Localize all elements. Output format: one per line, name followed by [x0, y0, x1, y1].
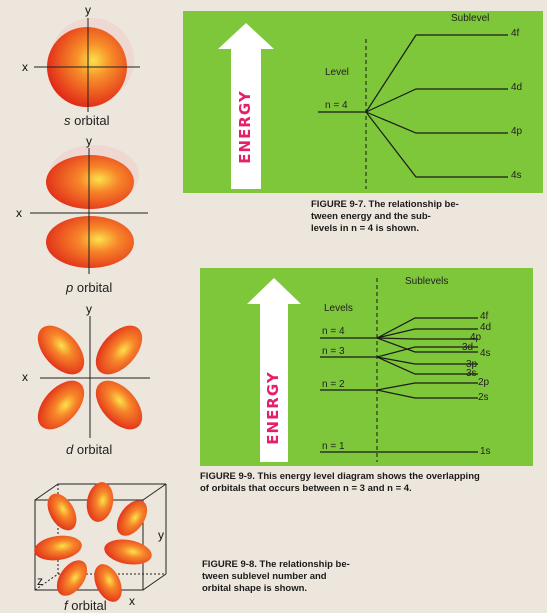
fig9-energy-label: ENERGY: [264, 371, 282, 445]
s-orbital-caption: s orbital: [64, 113, 110, 128]
f-axis-y-label: y: [158, 528, 164, 542]
p-axis-x-label: x: [16, 206, 22, 220]
fig7-energy-label: ENERGY: [236, 90, 254, 164]
fig9-level-n1: n = 1: [322, 441, 345, 452]
figure-9-7-caption: FIGURE 9-7. The relationship be- tween energy and the sub- levels in n = 4 is shown.: [311, 199, 459, 234]
figure-9-9-caption: FIGURE 9-9. This energy level diagram shows the overlapping of orbitals that occurs between n = 3 and n = 4.: [200, 471, 480, 494]
f-axis-x-label: x: [129, 594, 135, 608]
p-orbital-caption: p orbital: [66, 280, 113, 295]
fig7-sublevel-4d: 4d: [511, 82, 523, 93]
s-orbital-shape: [34, 18, 140, 112]
fig9-sublevel-2p: 2p: [478, 377, 490, 388]
fig7-level-heading: Level: [325, 67, 349, 78]
s-axis-x-label: x: [22, 60, 28, 74]
d-axis-y-label: y: [86, 302, 92, 316]
fig9-sublevel-4s: 4s: [480, 348, 491, 359]
fig7-sublevel-4f: 4f: [511, 28, 520, 39]
fig7-sublevel-heading: Sublevel: [451, 13, 490, 24]
fig9-sublevel-3p: 3p: [466, 359, 478, 370]
fig7-sublevel-4s: 4s: [511, 170, 522, 181]
fig7-level-label: n = 4: [325, 100, 348, 111]
f-orbital-caption: f orbital: [64, 598, 107, 613]
d-orbital-caption: d orbital: [66, 442, 113, 457]
d-orbital-shape: [29, 316, 151, 438]
s-axis-y-label: y: [85, 3, 91, 17]
fig9-levels-heading: Levels: [324, 303, 353, 314]
p-axis-y-label: y: [86, 134, 92, 148]
fig9-sublevel-3d: 3d: [462, 342, 474, 353]
fig9-sublevel-4d: 4d: [480, 322, 492, 333]
figure-9-9-panel: [200, 268, 533, 466]
fig9-sublevel-2s: 2s: [478, 392, 489, 403]
f-orbital-shape: [33, 480, 166, 606]
fig9-sublevels-heading: Sublevels: [405, 276, 449, 287]
fig9-sublevel-3s: 3s: [466, 368, 477, 379]
fig9-sublevel-1s: 1s: [480, 446, 491, 457]
f-axis-z-label: z: [37, 574, 43, 588]
p-orbital-shape: [30, 145, 148, 274]
figure-9-8-caption: FIGURE 9-8. The relationship be- tween sublevel number and orbital shape is shown.: [202, 559, 350, 594]
fig7-sublevel-4p: 4p: [511, 126, 523, 137]
fig9-level-n2: n = 2: [322, 379, 345, 390]
fig9-level-n3: n = 3: [322, 346, 345, 357]
fig9-sublevel-4p: 4p: [470, 332, 482, 343]
fig9-level-n4: n = 4: [322, 326, 345, 337]
figure-9-7-panel: [183, 11, 543, 193]
d-axis-x-label: x: [22, 370, 28, 384]
fig9-sublevel-4f: 4f: [480, 311, 489, 322]
